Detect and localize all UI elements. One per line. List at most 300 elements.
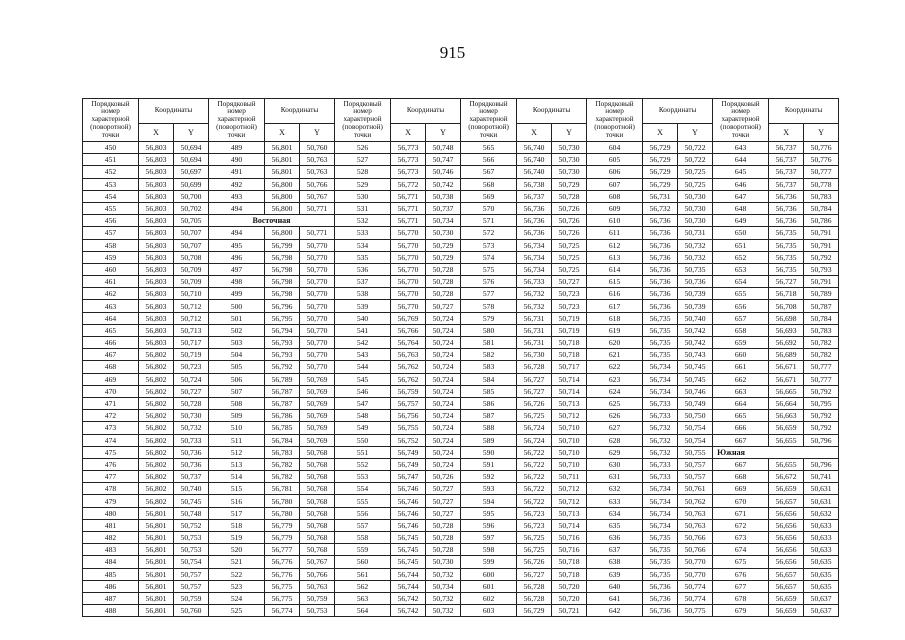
y-cell: 50,771	[300, 227, 335, 239]
x-cell: 56,802	[139, 349, 174, 361]
point-number-cell: 509	[209, 410, 265, 422]
point-number-cell: 488	[83, 605, 139, 617]
point-number-cell: 672	[713, 519, 769, 531]
table-row	[83, 300, 839, 312]
x-cell: 56,793	[265, 337, 300, 349]
y-cell: 50,724	[426, 385, 461, 397]
x-cell: 56,737	[769, 178, 804, 190]
y-cell: 50,770	[300, 276, 335, 288]
point-number-cell: 584	[461, 373, 517, 385]
x-cell: 56,729	[643, 178, 678, 190]
point-number-cell: 462	[83, 288, 139, 300]
point-number-cell: 565	[461, 142, 517, 154]
y-cell: 50,777	[804, 361, 839, 373]
x-cell: 56,762	[391, 361, 426, 373]
y-cell: 50,707	[174, 227, 209, 239]
point-number-cell: 589	[461, 434, 517, 446]
y-cell: 50,791	[804, 276, 839, 288]
x-cell: 56,708	[769, 300, 804, 312]
y-cell: 50,700	[174, 190, 209, 202]
x-cell: 56,801	[139, 556, 174, 568]
y-cell: 50,770	[678, 568, 713, 580]
table-row	[83, 337, 839, 349]
point-number-cell: 616	[587, 288, 643, 300]
point-number-cell: 622	[587, 361, 643, 373]
point-number-cell: 513	[209, 458, 265, 470]
y-cell: 50,774	[678, 580, 713, 592]
point-number-cell: 471	[83, 397, 139, 409]
x-cell: 56,734	[517, 251, 552, 263]
y-cell: 50,730	[678, 190, 713, 202]
y-cell: 50,724	[426, 361, 461, 373]
x-cell: 56,779	[265, 519, 300, 531]
y-cell: 50,712	[174, 300, 209, 312]
y-cell: 50,796	[804, 434, 839, 446]
x-cell: 56,734	[517, 239, 552, 251]
point-number-cell: 491	[209, 166, 265, 178]
x-cell: 56,729	[643, 154, 678, 166]
x-cell: 56,803	[139, 300, 174, 312]
x-cell: 56,656	[769, 519, 804, 531]
y-cell: 50,762	[678, 495, 713, 507]
x-cell: 56,728	[517, 592, 552, 604]
point-number-cell: 604	[587, 142, 643, 154]
y-cell: 50,749	[678, 397, 713, 409]
point-number-cell: 567	[461, 166, 517, 178]
point-number-cell: 453	[83, 178, 139, 190]
y-cell: 50,742	[678, 337, 713, 349]
coordinates-header: Координаты	[265, 99, 335, 124]
x-cell: 56,737	[769, 166, 804, 178]
x-cell: 56,734	[643, 519, 678, 531]
point-number-cell: 634	[587, 507, 643, 519]
point-number-cell: 521	[209, 556, 265, 568]
y-cell: 50,791	[804, 227, 839, 239]
point-number-cell: 568	[461, 178, 517, 190]
point-number-cell: 667	[713, 458, 769, 470]
y-cell: 50,705	[174, 215, 209, 227]
y-cell: 50,714	[552, 385, 587, 397]
point-number-cell: 533	[335, 227, 391, 239]
point-number-cell: 614	[587, 263, 643, 275]
y-cell: 50,736	[174, 458, 209, 470]
point-number-cell: 649	[713, 215, 769, 227]
point-number-cell: 575	[461, 263, 517, 275]
x-cell: 56,737	[517, 190, 552, 202]
x-cell: 56,787	[265, 397, 300, 409]
x-cell: 56,803	[139, 263, 174, 275]
y-cell: 50,708	[174, 251, 209, 263]
x-cell: 56,656	[769, 556, 804, 568]
x-cell: 56,801	[139, 605, 174, 617]
x-cell: 56,722	[517, 446, 552, 458]
point-number-cell: 660	[713, 349, 769, 361]
y-cell: 50,740	[678, 312, 713, 324]
y-cell: 50,774	[678, 592, 713, 604]
x-cell: 56,689	[769, 349, 804, 361]
x-cell: 56,763	[391, 349, 426, 361]
x-cell: 56,771	[391, 202, 426, 214]
point-number-header: Порядковый номер характерной (поворотной) точки	[335, 99, 391, 142]
y-cell: 50,775	[678, 605, 713, 617]
y-cell: 50,720	[552, 580, 587, 592]
point-number-cell: 644	[713, 154, 769, 166]
coordinates-header: Координаты	[517, 99, 587, 124]
x-header: X	[769, 124, 804, 142]
point-number-cell: 605	[587, 154, 643, 166]
x-cell: 56,801	[265, 154, 300, 166]
y-cell: 50,760	[174, 605, 209, 617]
y-cell: 50,633	[804, 519, 839, 531]
point-number-cell: 489	[209, 142, 265, 154]
y-cell: 50,784	[804, 312, 839, 324]
point-number-cell: 617	[587, 300, 643, 312]
x-cell: 56,723	[517, 519, 552, 531]
x-cell: 56,731	[643, 190, 678, 202]
x-cell: 56,773	[391, 142, 426, 154]
x-cell: 56,732	[517, 288, 552, 300]
point-number-cell: 517	[209, 507, 265, 519]
y-cell: 50,746	[426, 166, 461, 178]
x-cell: 56,801	[139, 519, 174, 531]
y-cell: 50,728	[426, 519, 461, 531]
point-number-cell: 530	[335, 190, 391, 202]
y-cell: 50,769	[300, 422, 335, 434]
point-number-cell: 651	[713, 239, 769, 251]
point-number-cell: 619	[587, 324, 643, 336]
x-cell: 56,734	[643, 495, 678, 507]
x-cell: 56,740	[517, 166, 552, 178]
table-row	[83, 544, 839, 556]
x-cell: 56,802	[139, 434, 174, 446]
y-cell: 50,753	[174, 532, 209, 544]
y-cell: 50,724	[426, 324, 461, 336]
y-cell: 50,631	[804, 483, 839, 495]
y-cell: 50,637	[804, 605, 839, 617]
y-cell: 50,754	[174, 556, 209, 568]
y-cell: 50,734	[426, 215, 461, 227]
y-cell: 50,633	[804, 544, 839, 556]
point-number-cell: 479	[83, 495, 139, 507]
y-cell: 50,722	[678, 142, 713, 154]
point-number-cell: 546	[335, 385, 391, 397]
table-row	[83, 227, 839, 239]
table-row	[83, 483, 839, 495]
x-cell: 56,746	[391, 495, 426, 507]
y-cell: 50,757	[174, 568, 209, 580]
point-number-cell: 532	[335, 215, 391, 227]
x-cell: 56,803	[139, 324, 174, 336]
point-number-cell: 451	[83, 154, 139, 166]
x-cell: 56,727	[769, 276, 804, 288]
point-number-cell: 528	[335, 166, 391, 178]
point-number-cell: 663	[713, 385, 769, 397]
x-cell: 56,792	[265, 361, 300, 373]
y-cell: 50,743	[678, 349, 713, 361]
x-cell: 56,801	[265, 142, 300, 154]
x-cell: 56,796	[265, 300, 300, 312]
point-number-cell: 643	[713, 142, 769, 154]
x-cell: 56,803	[139, 239, 174, 251]
y-cell: 50,769	[300, 410, 335, 422]
y-cell: 50,768	[300, 495, 335, 507]
x-cell: 56,801	[139, 544, 174, 556]
point-number-cell: 548	[335, 410, 391, 422]
x-cell: 56,736	[643, 251, 678, 263]
y-cell: 50,726	[552, 227, 587, 239]
point-number-cell: 476	[83, 458, 139, 470]
y-cell: 50,747	[426, 154, 461, 166]
x-cell: 56,802	[139, 410, 174, 422]
y-cell: 50,713	[174, 324, 209, 336]
point-number-cell: 564	[335, 605, 391, 617]
x-cell: 56,803	[139, 227, 174, 239]
point-number-cell: 457	[83, 227, 139, 239]
point-number-cell: 597	[461, 532, 517, 544]
point-number-cell: 598	[461, 544, 517, 556]
y-cell: 50,737	[174, 471, 209, 483]
y-cell: 50,783	[804, 190, 839, 202]
y-cell: 50,724	[426, 422, 461, 434]
y-cell: 50,736	[678, 276, 713, 288]
point-number-cell: 519	[209, 532, 265, 544]
y-cell: 50,727	[426, 507, 461, 519]
point-number-cell: 460	[83, 263, 139, 275]
x-cell: 56,755	[391, 422, 426, 434]
x-cell: 56,793	[265, 349, 300, 361]
point-number-cell: 570	[461, 202, 517, 214]
point-number-cell: 526	[335, 142, 391, 154]
x-cell: 56,770	[391, 227, 426, 239]
y-cell: 50,767	[300, 556, 335, 568]
table-row	[83, 458, 839, 470]
y-cell: 50,714	[552, 519, 587, 531]
point-number-cell: 637	[587, 544, 643, 556]
y-cell: 50,748	[174, 507, 209, 519]
point-number-cell: 461	[83, 276, 139, 288]
y-cell: 50,724	[426, 458, 461, 470]
point-number-cell: 657	[713, 312, 769, 324]
point-number-cell: 556	[335, 507, 391, 519]
point-number-cell: 626	[587, 410, 643, 422]
point-number-cell: 645	[713, 166, 769, 178]
x-cell: 56,732	[643, 202, 678, 214]
x-cell: 56,803	[139, 154, 174, 166]
point-number-cell: 654	[713, 276, 769, 288]
y-cell: 50,732	[678, 239, 713, 251]
x-cell: 56,781	[265, 483, 300, 495]
point-number-cell: 603	[461, 605, 517, 617]
x-cell: 56,722	[517, 495, 552, 507]
y-cell: 50,724	[426, 337, 461, 349]
x-cell: 56,736	[643, 300, 678, 312]
table-row	[83, 446, 839, 458]
point-number-cell: 586	[461, 397, 517, 409]
y-cell: 50,724	[426, 312, 461, 324]
table-row	[83, 251, 839, 263]
x-cell: 56,801	[139, 592, 174, 604]
y-cell: 50,768	[300, 544, 335, 556]
point-number-cell: 524	[209, 592, 265, 604]
y-cell: 50,732	[678, 251, 713, 263]
x-cell: 56,736	[643, 227, 678, 239]
x-cell: 56,770	[391, 239, 426, 251]
point-number-cell: 455	[83, 202, 139, 214]
x-cell: 56,779	[265, 532, 300, 544]
point-number-cell: 502	[209, 324, 265, 336]
y-cell: 50,725	[678, 178, 713, 190]
table-row	[83, 532, 839, 544]
coordinates-table	[82, 98, 839, 617]
y-cell: 50,694	[174, 154, 209, 166]
x-cell: 56,795	[265, 312, 300, 324]
y-cell: 50,716	[552, 544, 587, 556]
x-cell: 56,794	[265, 324, 300, 336]
x-cell: 56,736	[643, 215, 678, 227]
x-cell: 56,724	[517, 422, 552, 434]
x-cell: 56,801	[139, 580, 174, 592]
x-cell: 56,732	[643, 446, 678, 458]
point-number-cell: 459	[83, 251, 139, 263]
y-cell: 50,732	[426, 605, 461, 617]
y-cell: 50,735	[678, 263, 713, 275]
table-row	[83, 397, 839, 409]
y-cell: 50,792	[804, 385, 839, 397]
x-header: X	[517, 124, 552, 142]
point-number-cell: 602	[461, 592, 517, 604]
y-cell: 50,724	[174, 373, 209, 385]
y-cell: 50,728	[426, 288, 461, 300]
x-cell: 56,736	[643, 263, 678, 275]
x-cell: 56,728	[517, 580, 552, 592]
point-number-cell: 669	[713, 483, 769, 495]
y-cell: 50,792	[804, 422, 839, 434]
point-number-cell: 504	[209, 349, 265, 361]
point-number-cell: 499	[209, 288, 265, 300]
y-cell: 50,771	[300, 202, 335, 214]
y-cell: 50,777	[804, 166, 839, 178]
y-cell: 50,742	[678, 324, 713, 336]
x-cell: 56,734	[643, 385, 678, 397]
y-cell: 50,732	[426, 592, 461, 604]
y-cell: 50,766	[678, 532, 713, 544]
y-cell: 50,724	[426, 349, 461, 361]
table-row	[83, 263, 839, 275]
x-cell: 56,745	[391, 532, 426, 544]
x-cell: 56,801	[139, 507, 174, 519]
y-cell: 50,737	[426, 202, 461, 214]
point-number-cell: 668	[713, 471, 769, 483]
table-row	[83, 410, 839, 422]
point-number-cell: 538	[335, 288, 391, 300]
y-header: Y	[804, 124, 839, 142]
point-number-header: Порядковый номер характерной (поворотной) точки	[587, 99, 643, 142]
point-number-cell: 593	[461, 483, 517, 495]
point-number-cell: 563	[335, 592, 391, 604]
y-cell: 50,766	[300, 178, 335, 190]
point-number-cell: 558	[335, 532, 391, 544]
x-cell: 56,659	[769, 422, 804, 434]
table-row	[83, 239, 839, 251]
y-cell: 50,730	[678, 215, 713, 227]
y-cell: 50,768	[300, 507, 335, 519]
y-cell: 50,718	[552, 349, 587, 361]
point-number-cell: 588	[461, 422, 517, 434]
x-cell: 56,656	[769, 532, 804, 544]
point-number-cell: 464	[83, 312, 139, 324]
point-number-cell: 571	[461, 215, 517, 227]
x-cell: 56,657	[769, 495, 804, 507]
x-cell: 56,798	[265, 251, 300, 263]
point-number-cell: 578	[461, 300, 517, 312]
point-number-cell: 674	[713, 544, 769, 556]
x-cell: 56,657	[769, 580, 804, 592]
y-cell: 50,757	[174, 580, 209, 592]
y-cell: 50,710	[552, 458, 587, 470]
point-number-cell: 511	[209, 434, 265, 446]
x-cell: 56,789	[265, 373, 300, 385]
table-row	[83, 507, 839, 519]
y-cell: 50,752	[174, 519, 209, 531]
y-cell: 50,714	[552, 373, 587, 385]
x-cell: 56,732	[643, 422, 678, 434]
x-cell: 56,802	[139, 361, 174, 373]
table-row	[83, 592, 839, 604]
y-cell: 50,729	[426, 251, 461, 263]
x-cell: 56,698	[769, 312, 804, 324]
point-number-cell: 646	[713, 178, 769, 190]
y-cell: 50,739	[678, 300, 713, 312]
x-cell: 56,802	[139, 397, 174, 409]
point-number-cell: 452	[83, 166, 139, 178]
table-row	[83, 495, 839, 507]
x-cell: 56,735	[643, 349, 678, 361]
y-cell: 50,763	[300, 580, 335, 592]
point-number-cell: 633	[587, 495, 643, 507]
x-cell: 56,776	[265, 556, 300, 568]
y-cell: 50,738	[426, 190, 461, 202]
x-cell: 56,736	[643, 276, 678, 288]
x-cell: 56,770	[391, 276, 426, 288]
point-number-cell: 520	[209, 544, 265, 556]
point-number-cell: 608	[587, 190, 643, 202]
point-number-cell: 656	[713, 300, 769, 312]
point-number-header: Порядковый номер характерной (поворотной) точки	[461, 99, 517, 142]
point-number-cell: 615	[587, 276, 643, 288]
y-cell: 50,741	[804, 471, 839, 483]
x-cell: 56,801	[139, 532, 174, 544]
y-cell: 50,761	[678, 483, 713, 495]
point-number-cell: 544	[335, 361, 391, 373]
point-number-cell: 658	[713, 324, 769, 336]
x-cell: 56,656	[769, 507, 804, 519]
x-cell: 56,801	[265, 166, 300, 178]
point-number-cell: 618	[587, 312, 643, 324]
x-cell: 56,769	[391, 312, 426, 324]
x-cell: 56,730	[517, 349, 552, 361]
point-number-cell: 670	[713, 495, 769, 507]
point-number-cell: 625	[587, 397, 643, 409]
point-number-cell: 536	[335, 263, 391, 275]
coordinates-header: Координаты	[769, 99, 839, 124]
point-number-cell: 518	[209, 519, 265, 531]
x-cell: 56,659	[769, 605, 804, 617]
x-cell: 56,784	[265, 434, 300, 446]
x-cell: 56,726	[517, 556, 552, 568]
y-cell: 50,770	[300, 251, 335, 263]
point-number-cell: 580	[461, 324, 517, 336]
y-cell: 50,631	[804, 495, 839, 507]
